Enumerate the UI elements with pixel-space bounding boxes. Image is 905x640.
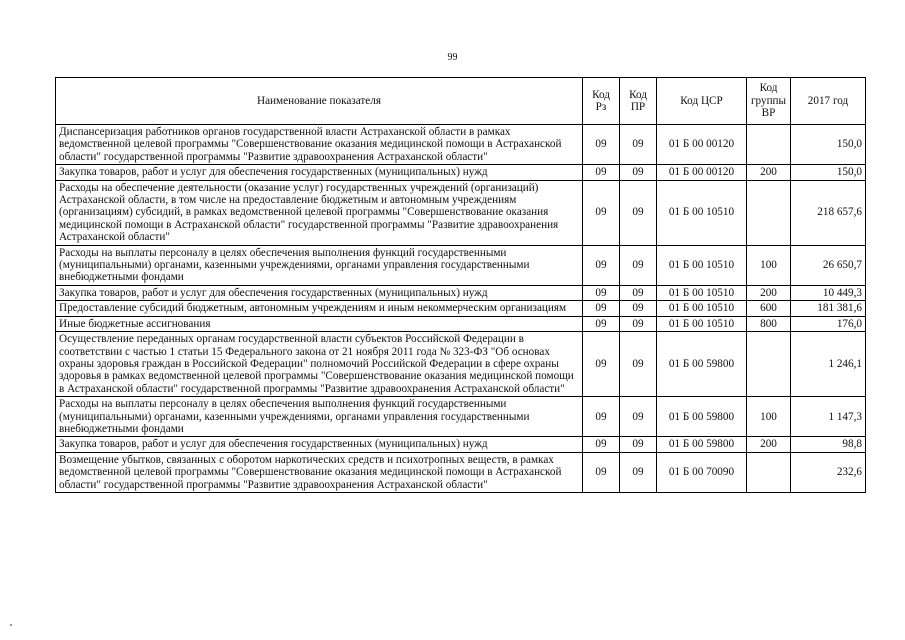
table-row [56, 437, 866, 452]
row-vr: 200 [747, 165, 791, 180]
row-name: Расходы на выплаты персоналу в целях обеспечения выполнения функций государственными (муниципальными) органами, казенными учреждениями, органами управления государственными внебюджетными фондами [56, 397, 583, 437]
row-name: Закупка товаров, работ и услуг для обеспечения государственных (муниципальных) нужд [56, 165, 583, 180]
row-csr: 01 Б 00 59800 [657, 437, 747, 452]
row-name: Расходы на выплаты персоналу в целях обеспечения выполнения функций государственными (муниципальными) органами, казенными учреждениями, органами управления государственными внебюджетными фондами [56, 245, 583, 285]
table-row [56, 125, 866, 165]
table-row [56, 180, 866, 245]
row-amount: 98,8 [791, 437, 866, 452]
header-csr: Код ЦСР [657, 78, 747, 125]
row-csr: 01 Б 00 70090 [657, 452, 747, 492]
table-header-row [56, 78, 866, 125]
row-csr: 01 Б 00 10510 [657, 301, 747, 316]
row-amount: 1 147,3 [791, 397, 866, 437]
row-amount: 1 246,1 [791, 332, 866, 397]
row-name: Предоставление субсидий бюджетным, автономным учреждениям и иным некоммерческим организациям [56, 301, 583, 316]
row-amount: 26 650,7 [791, 245, 866, 285]
row-csr: 01 Б 00 59800 [657, 397, 747, 437]
row-amount: 218 657,6 [791, 180, 866, 245]
row-rz: 09 [583, 285, 620, 300]
row-csr: 01 Б 00 10510 [657, 285, 747, 300]
row-amount: 150,0 [791, 125, 866, 165]
row-rz: 09 [583, 245, 620, 285]
row-pr: 09 [620, 125, 657, 165]
budget-table [55, 77, 866, 493]
row-name: Закупка товаров, работ и услуг для обеспечения государственных (муниципальных) нужд [56, 437, 583, 452]
row-name: Диспансеризация работников органов государственной власти Астраханской области в рамках ведомственной целевой программы "Совершенствование оказания медицинской помощи в Астраханской области" государственной программы "Развитие здравоохранения Астраханской области" [56, 125, 583, 165]
page-number: 99 [447, 52, 458, 63]
row-csr: 01 Б 00 10510 [657, 316, 747, 331]
table-row [56, 332, 866, 397]
row-csr: 01 Б 00 00120 [657, 125, 747, 165]
scan-speck [10, 624, 12, 626]
row-rz: 09 [583, 125, 620, 165]
row-amount: 232,6 [791, 452, 866, 492]
row-pr: 09 [620, 437, 657, 452]
row-name: Иные бюджетные ассигнования [56, 316, 583, 331]
row-rz: 09 [583, 180, 620, 245]
table-row [56, 301, 866, 316]
header-rz: Код Рз [583, 78, 620, 125]
row-vr: 800 [747, 316, 791, 331]
row-amount: 181 381,6 [791, 301, 866, 316]
table-row [56, 316, 866, 331]
table-row [56, 245, 866, 285]
row-pr: 09 [620, 397, 657, 437]
row-rz: 09 [583, 437, 620, 452]
row-vr: 200 [747, 285, 791, 300]
row-pr: 09 [620, 316, 657, 331]
row-rz: 09 [583, 332, 620, 397]
row-amount: 10 449,3 [791, 285, 866, 300]
row-name: Возмещение убытков, связанных с оборотом наркотических средств и психотропных веществ, в рамках ведомственной целевой программы "Совершенствование оказания медицинской помощи в Астраханской области" государственной программы "Развитие здравоохранения Астраханской области" [56, 452, 583, 492]
row-pr: 09 [620, 332, 657, 397]
table-row [56, 452, 866, 492]
row-rz: 09 [583, 316, 620, 331]
header-name: Наименование показателя [56, 78, 583, 125]
row-pr: 09 [620, 245, 657, 285]
row-csr: 01 Б 00 00120 [657, 165, 747, 180]
row-rz: 09 [583, 301, 620, 316]
row-pr: 09 [620, 165, 657, 180]
row-vr: 100 [747, 245, 791, 285]
row-amount: 150,0 [791, 165, 866, 180]
header-vr: Код группы ВР [747, 78, 791, 125]
row-name: Закупка товаров, работ и услуг для обеспечения государственных (муниципальных) нужд [56, 285, 583, 300]
row-csr: 01 Б 00 59800 [657, 332, 747, 397]
table-row [56, 165, 866, 180]
row-pr: 09 [620, 452, 657, 492]
row-vr [747, 332, 791, 397]
header-year: 2017 год [791, 78, 866, 125]
row-pr: 09 [620, 301, 657, 316]
row-rz: 09 [583, 397, 620, 437]
row-vr [747, 452, 791, 492]
row-name: Осуществление переданных органам государственной власти субъектов Российской Федерации в соответствии с частью 1 статьи 15 Федерального закона от 21 ноября 2011 года № 323-ФЗ "Об основах охраны здоровья граждан в Российской Федерации" полномочий Российской Федерации в сфере охраны здоровья в рамках ведомственной целевой программы "Совершенствование оказания медицинской помощи в Астраханской области" государственной программы "Развитие здравоохранения Астраханской области" [56, 332, 583, 397]
row-vr [747, 180, 791, 245]
row-amount: 176,0 [791, 316, 866, 331]
row-vr: 100 [747, 397, 791, 437]
row-pr: 09 [620, 180, 657, 245]
row-pr: 09 [620, 285, 657, 300]
row-name: Расходы на обеспечение деятельности (оказание услуг) государственных учреждений (организаций) Астраханской области, в том числе на предоставление бюджетным и автономным учреждениям (организациям) субсидий, в рамках ведомственной целевой программы "Совершенствование оказания медицинской помощи в Астраханской области" государственной программы "Развитие здравоохранения Астраханской области" [56, 180, 583, 245]
row-vr: 600 [747, 301, 791, 316]
table-row [56, 285, 866, 300]
row-csr: 01 Б 00 10510 [657, 180, 747, 245]
row-vr [747, 125, 791, 165]
header-pr: Код ПР [620, 78, 657, 125]
row-rz: 09 [583, 165, 620, 180]
row-rz: 09 [583, 452, 620, 492]
row-vr: 200 [747, 437, 791, 452]
table-row [56, 397, 866, 437]
row-csr: 01 Б 00 10510 [657, 245, 747, 285]
